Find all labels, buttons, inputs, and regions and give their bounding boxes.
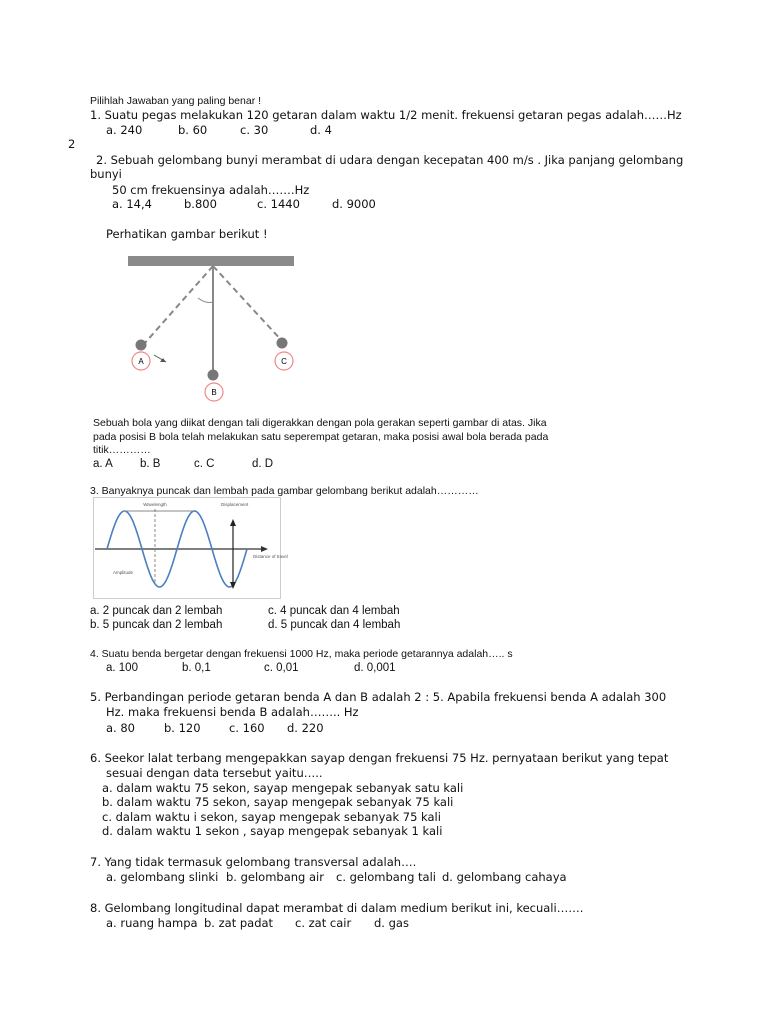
question-6-line2: sesuai dengan data tersebut yaitu….. [106, 766, 323, 780]
pendulum-option-a: a. A [93, 458, 113, 470]
q6-option-c: c. dalam waktu i sekon, sayap mengepak sebanyak 75 kali [102, 810, 441, 824]
q4-option-c: c. 0,01 [264, 662, 299, 674]
label-b: B [211, 388, 217, 397]
q4-option-a: a. 100 [106, 662, 138, 674]
question-3-text: 3. Banyaknya puncak dan lembah pada gambar gelombang berikut adalah………… [90, 485, 479, 497]
pendulum-option-d: d. D [252, 458, 274, 470]
q6-option-a: a. dalam waktu 75 sekon, sayap mengepak sebanyak satu kali [102, 781, 464, 795]
q2-option-a: a. 14,4 [112, 197, 152, 211]
amplitude-label: Amplitude [113, 570, 134, 575]
q1-option-b: b. 60 [178, 123, 208, 137]
q6-option-d: d. dalam waktu 1 sekon , sayap mengepak sebanyak 1 kali [102, 824, 443, 838]
displacement-label: Displacement [221, 502, 249, 507]
q6-option-b: b. dalam waktu 75 sekon, sayap mengepak sebanyak 75 kali [102, 795, 454, 809]
bob-b [208, 370, 219, 381]
pendulum-string-left [144, 266, 213, 344]
question-2-line1: 2. Sebuah gelombang bunyi merambat di udara dengan kecepatan 400 m/s . Jika panjang gelombang [96, 153, 684, 167]
pendulum-figure [120, 252, 302, 404]
question-1-text: 1. Suatu pegas melakukan 120 getaran dalam waktu 1/2 menit. frekuensi getaran pegas adalah……Hz [90, 108, 682, 122]
question-5-line1: 5. Perbandingan periode getaran benda A dan B adalah 2 : 5. Apabila frekuensi benda A adalah 300 [90, 690, 667, 704]
question-5-line2: Hz. maka frekuensi benda B adalah…….. Hz [106, 705, 359, 719]
q7-option-c: c. gelombang tali [336, 870, 436, 884]
instruction: Pilihlah Jawaban yang paling benar ! [90, 95, 262, 107]
wave-figure [93, 497, 288, 599]
q3-option-c: c. 4 puncak dan 4 lembah [268, 605, 400, 617]
q4-option-b: b. 0,1 [182, 662, 211, 674]
pendulum-string-right [213, 266, 283, 342]
q1-option-c: c. 30 [240, 123, 269, 137]
bob-c [277, 338, 288, 349]
q4-option-d: d. 0,001 [354, 662, 396, 674]
q5-option-a: a. 80 [106, 721, 135, 735]
figure-intro: Perhatikan gambar berikut ! [106, 227, 268, 241]
page-number: 2 [68, 137, 76, 151]
q3-option-b: b. 5 puncak dan 2 lembah [90, 619, 223, 631]
question-4-text: 4. Suatu benda bergetar dengan frekuensi 1000 Hz, maka periode getarannya adalah….. s [90, 648, 513, 660]
pendulum-support-bar [128, 256, 294, 266]
q1-option-a: a. 240 [106, 123, 143, 137]
pendulum-question-line1: Sebuah bola yang diikat dengan tali digerakkan dengan pola gerakan seperti gambar di atas. Jika [93, 417, 547, 429]
q2-option-c: c. 1440 [257, 197, 300, 211]
q1-option-d: d. 4 [310, 123, 332, 137]
q7-option-d: d. gelombang cahaya [442, 870, 567, 884]
pendulum-question-line3: titik………… [93, 444, 151, 456]
question-2-line2: bunyi [90, 167, 122, 181]
question-6-line1: 6. Seekor lalat terbang mengepakkan sayap dengan frekuensi 75 Hz. pernyataan berikut yang tepat [90, 751, 669, 765]
q8-option-b: b. zat padat [204, 916, 274, 930]
q2-option-d: d. 9000 [332, 197, 376, 211]
angle-arc [198, 298, 213, 303]
pendulum-option-c: c. C [194, 458, 215, 470]
q8-option-c: c. zat cair [295, 916, 352, 930]
q3-option-d: d. 5 puncak dan 4 lembah [268, 619, 401, 631]
pendulum-question-line2: pada posisi B bola telah melakukan satu seperempat getaran, maka posisi awal bola berada pada [93, 431, 549, 443]
bob-a [136, 340, 147, 351]
q5-option-c: c. 160 [229, 721, 265, 735]
question-2-line3: 50 cm frekuensinya adalah…….Hz [112, 183, 310, 197]
label-a: A [138, 357, 144, 366]
label-c: C [281, 357, 287, 366]
q5-option-d: d. 220 [287, 721, 324, 735]
pendulum-option-b: b. B [140, 458, 161, 470]
q8-option-d: d. gas [374, 916, 409, 930]
q8-option-a: a. ruang hampa [106, 916, 198, 930]
question-7-text: 7. Yang tidak termasuk gelombang transversal adalah…. [90, 855, 417, 869]
q2-option-b: b.800 [184, 197, 217, 211]
distance-of-travel-label: Distance of travel [253, 554, 288, 559]
q3-option-a: a. 2 puncak dan 2 lembah [90, 605, 223, 617]
question-8-text: 8. Gelombang longitudinal dapat merambat di dalam medium berikut ini, kecuali……. [90, 901, 584, 915]
wavelength-label: Wavelength [143, 502, 167, 507]
q7-option-b: b. gelombang air [226, 870, 324, 884]
q7-option-a: a. gelombang slinki [106, 870, 219, 884]
q5-option-b: b. 120 [164, 721, 201, 735]
